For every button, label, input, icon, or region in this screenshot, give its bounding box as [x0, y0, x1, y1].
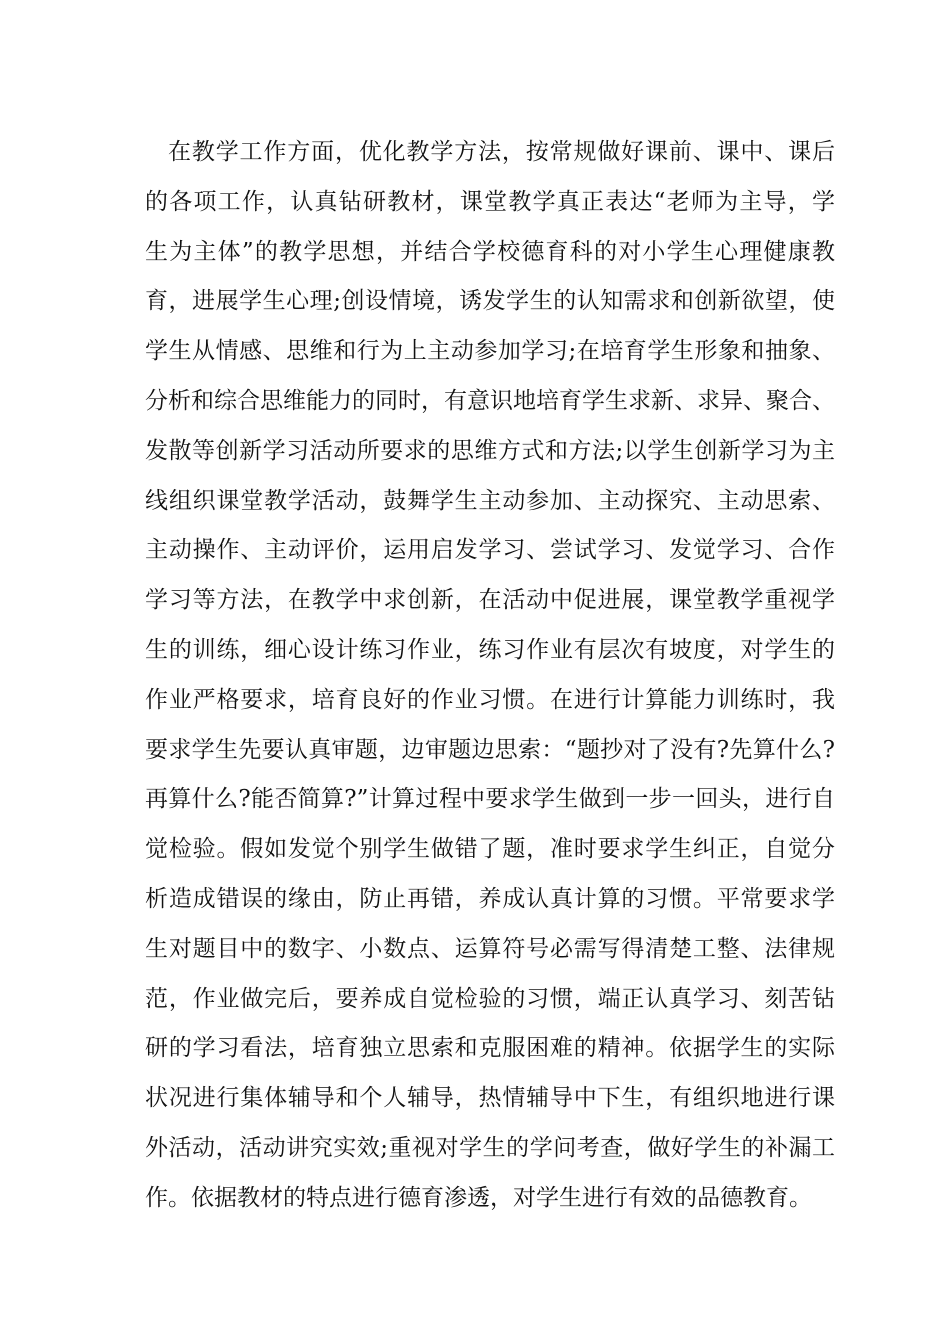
paragraph-line: 研的学习看法，培育独立思索和克服困难的精神。依据学生的实际: [145, 1035, 835, 1062]
body-paragraph: [145, 128, 835, 1224]
paragraph-line: 线组织课堂教学活动，鼓舞学生主动参加、主动探究、主动思索、: [145, 487, 835, 514]
paragraph-line: 外活动，活动讲究实效;重视对学生的学问考查，做好学生的补漏工: [145, 1134, 835, 1161]
paragraph-line: 要求学生先要认真审题，边审题边思索：“题抄对了没有?先算什么?: [145, 736, 835, 763]
paragraph-line: 育，进展学生心理;创设情境，诱发学生的认知需求和创新欲望，使: [145, 288, 835, 315]
paragraph-line: 的各项工作，认真钻研教材，课堂教学真正表达“老师为主导，学: [145, 188, 835, 215]
paragraph-line: 析造成错误的缘由，防止再错，养成认真计算的习惯。平常要求学: [145, 885, 835, 912]
paragraph-line: 再算什么?能否简算?”计算过程中要求学生做到一步一回头，进行自: [145, 786, 835, 813]
paragraph-line: 学生从情感、思维和行为上主动参加学习;在培育学生形象和抽象、: [145, 338, 835, 365]
paragraph-line: 生的训练，细心设计练习作业，练习作业有层次有坡度，对学生的: [145, 636, 835, 663]
paragraph-line: 发散等创新学习活动所要求的思维方式和方法;以学生创新学习为主: [145, 437, 835, 464]
paragraph-line: 状况进行集体辅导和个人辅导，热情辅导中下生，有组织地进行课: [145, 1085, 835, 1112]
paragraph-line: 生对题目中的数字、小数点、运算符号必需写得清楚工整、法律规: [145, 935, 835, 962]
paragraph-line: 在教学工作方面，优化教学方法，按常规做好课前、课中、课后: [168, 139, 835, 165]
paragraph-line: 范，作业做完后，要养成自觉检验的习惯，端正认真学习、刻苦钻: [145, 985, 835, 1012]
paragraph-line: 分析和综合思维能力的同时，有意识地培育学生求新、求异、聚合、: [145, 387, 835, 414]
paragraph-line: 学习等方法，在教学中求创新，在活动中促进展，课堂教学重视学: [145, 587, 835, 614]
paragraph-line: 作。依据教材的特点进行德育渗透，对学生进行有效的品德教育。: [145, 1184, 812, 1211]
paragraph-line: 作业严格要求，培育良好的作业习惯。在进行计算能力训练时，我: [145, 686, 835, 713]
paragraph-line: 主动操作、主动评价，运用启发学习、尝试学习、发觉学习、合作: [145, 537, 835, 564]
paragraph-line: 生为主体”的教学思想，并结合学校德育科的对小学生心理健康教: [145, 238, 835, 265]
paragraph-line: 觉检验。假如发觉个别学生做错了题，准时要求学生纠正，自觉分: [145, 836, 835, 863]
